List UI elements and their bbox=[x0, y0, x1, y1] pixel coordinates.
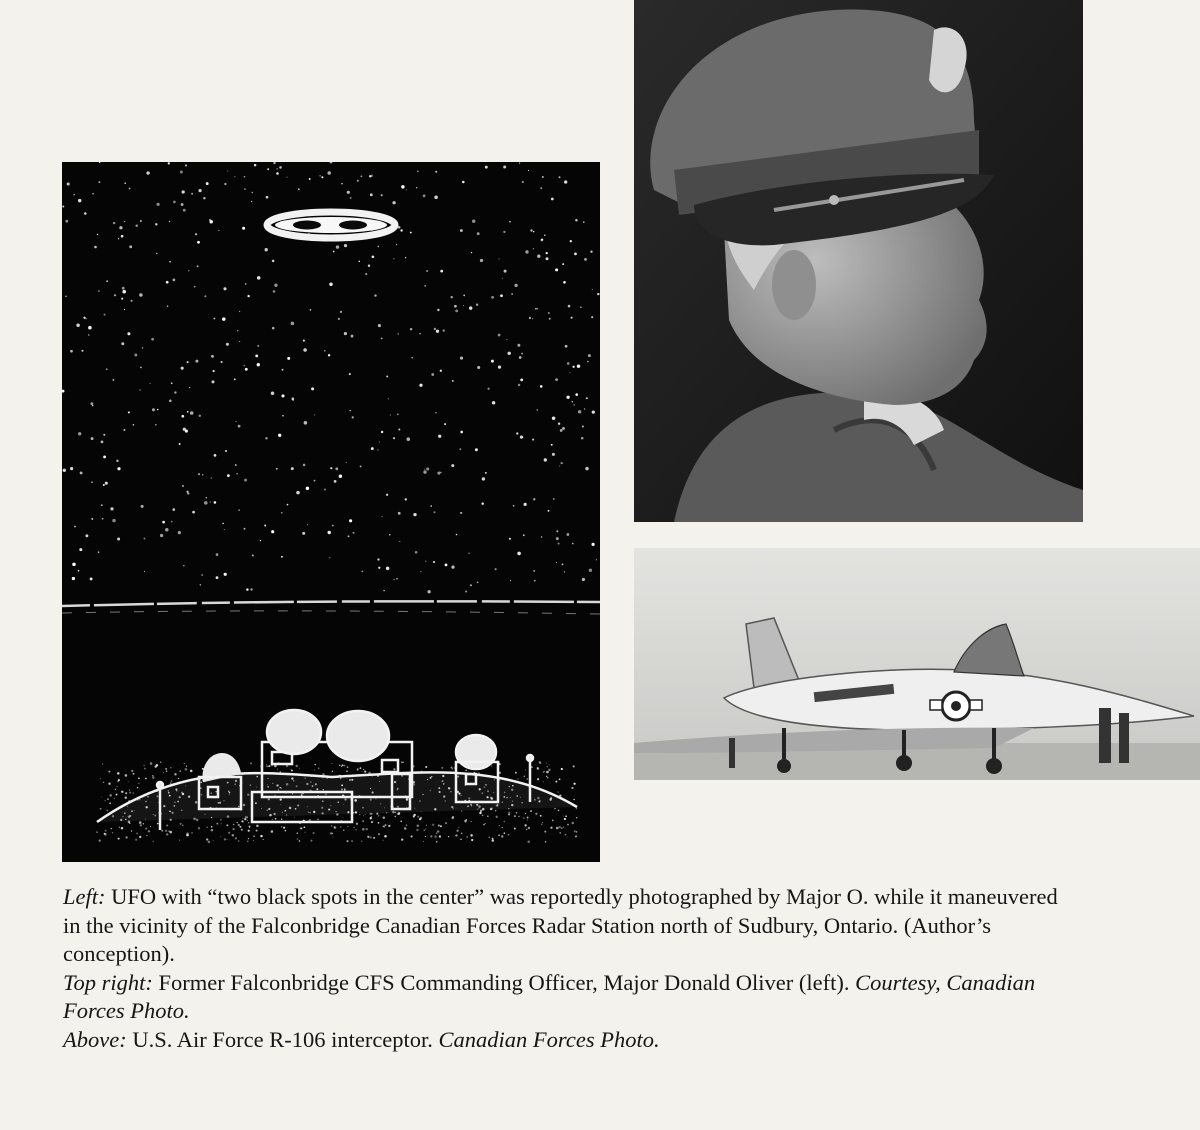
caption-left bbox=[63, 883, 1063, 969]
caption-left-label: Left: bbox=[63, 884, 106, 909]
caption-above-label: Above: bbox=[63, 1026, 127, 1052]
ufo-illustration bbox=[62, 162, 600, 862]
caption-top-right-text: Former Falconbridge CFS Commanding Officer, Major Donald Oliver (left). bbox=[158, 969, 850, 995]
caption-above-credit: Canadian Forces Photo. bbox=[438, 1026, 660, 1052]
caption-top-right-label: Top right: bbox=[63, 969, 153, 995]
caption-left-text: UFO with “two black spots in the center” was reportedly photographed by Major O. while it maneuvered in the vicinity of the Falconbridge Canadian Forces Radar Station north of Sudbury, Ontario. (Author’s conception). bbox=[63, 884, 1058, 967]
caption-top-right bbox=[63, 969, 1063, 1026]
caption-top-right-credit: Courtesy, Canadian Forces Photo. bbox=[63, 969, 1036, 1024]
officer-portrait bbox=[634, 0, 1083, 522]
figure-caption-block bbox=[63, 883, 1063, 1055]
interceptor-aircraft-photo bbox=[634, 548, 1200, 780]
caption-above-text: U.S. Air Force R-106 interceptor. bbox=[132, 1026, 433, 1052]
caption-above bbox=[63, 1026, 1063, 1055]
night-sky-stars bbox=[62, 162, 600, 862]
